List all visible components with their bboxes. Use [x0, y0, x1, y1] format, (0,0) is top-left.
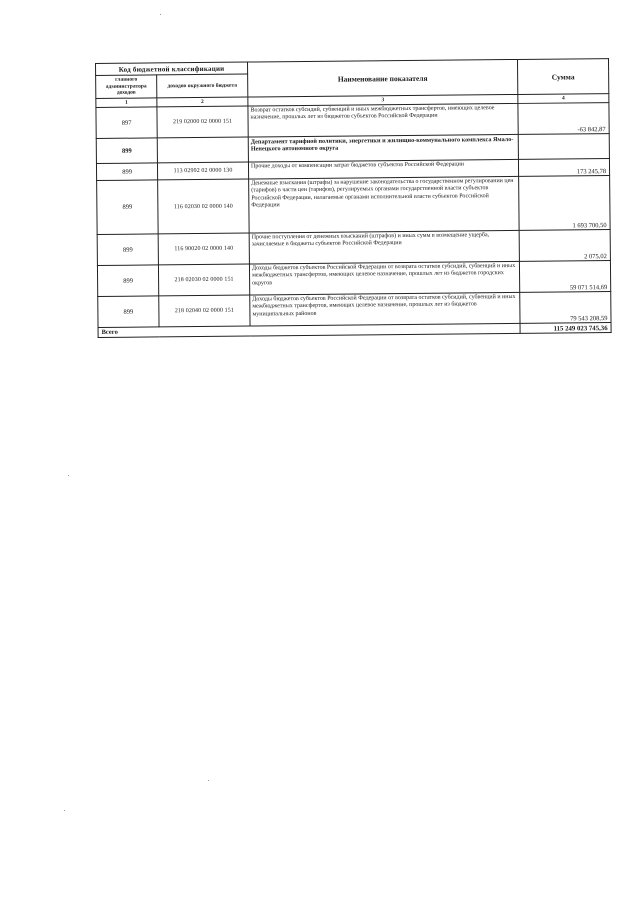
indicator-name-cell: Возврат остатков субсидий, субвенций и иных межбюджетных трансфертов, имеющих целевое назначение, прошлых лет из бюджетов субъектов Российской Федерации: [248, 103, 518, 137]
total-label: Всего: [98, 323, 520, 337]
income-code-cell: [157, 137, 248, 163]
department-name-cell: Департамент тарифной политики, энергетики и жилищно-коммунального комплекса Ямало-Ненецкого автономного округа: [248, 134, 518, 162]
header-income-code: доходов окружного бюджета: [157, 74, 248, 98]
admin-code-cell: 899: [96, 163, 157, 181]
income-code-cell: 113 02992 02 0000 130: [157, 162, 248, 180]
indicator-name-cell: Прочие доходы от компенсации затрат бюджетов субъектов Российской Федерации: [248, 159, 518, 179]
header-sum: Сумма: [518, 59, 609, 95]
sum-cell: 59 071 514,69: [519, 261, 610, 293]
scan-speck: [68, 475, 69, 476]
admin-code-cell: 899: [97, 234, 158, 266]
admin-code-cell: 899: [96, 138, 157, 164]
income-code-cell: 116 90020 02 0000 140: [158, 233, 249, 265]
table-row: [96, 103, 609, 139]
header-col-number: 1: [96, 98, 157, 108]
admin-code-cell: 899: [97, 180, 159, 235]
indicator-name-cell: Денежные взыскания (штрафы) за нарушение законодательства о государственном регулировании цен (тарифов) в части цен (тарифов), регулируемых органами государственной власти субъектов Российской Федерации, налагаемые органами исполнительной власти субъектов Российской Федерации: [249, 176, 520, 233]
header-indicator-name: Наименование показателя: [248, 59, 518, 97]
table-row: [97, 261, 610, 297]
header-col-number: 4: [518, 94, 609, 104]
indicator-name-cell: Прочие поступления от денежных взысканий (штрафов) и иных сумм в возмещение ущерба, зачисляемые в бюджеты субъектов Российской Федерации: [249, 230, 519, 264]
admin-code-cell: 899: [98, 296, 159, 328]
sum-cell: [518, 134, 609, 160]
scan-speck: [208, 780, 209, 781]
indicator-name-cell: Доходы бюджетов субъектов Российской Федерации от возврата остатков субсидий, субвенций и иных межбюджетных трансфертов, имеющих целевое назначение, прошлых лет из бюджетов городских округов: [249, 261, 519, 295]
header-admin-code: главного администратора доходов: [96, 75, 157, 99]
table-row: [98, 292, 611, 328]
admin-code-cell: 897: [96, 107, 157, 139]
table-row: [97, 230, 610, 266]
income-code-cell: 218 02030 02 0000 151: [158, 264, 249, 296]
table-row: [97, 176, 611, 235]
total-sum-cell: 115 249 023 745,36: [520, 323, 611, 334]
income-code-cell: 116 02030 02 0000 140: [158, 179, 250, 234]
income-code-cell: 219 02000 02 0000 151: [157, 106, 248, 138]
header-classification-group: Код бюджетной классификации: [96, 62, 248, 75]
scan-speck: [160, 14, 161, 15]
header-col-number: 3: [248, 94, 518, 106]
admin-code-cell: 899: [97, 265, 158, 297]
budget-income-table: [95, 58, 612, 338]
header-col-number: 2: [157, 97, 248, 107]
sum-cell: -63 842,87: [518, 103, 609, 135]
scan-speck: [64, 810, 65, 811]
sum-cell: 173 245,78: [518, 159, 609, 177]
income-code-cell: 218 02040 02 0000 151: [159, 295, 250, 327]
indicator-name-cell: Доходы бюджетов субъектов Российской Федерации от возврата остатков субсидий, субвенций и иных межбюджетных трансфертов, имеющих целевое назначение, прошлых лет из бюджетов муниципальных районов: [250, 292, 520, 326]
sum-cell: 1 693 700,50: [519, 176, 611, 231]
sum-cell: 79 543 208,59: [520, 292, 611, 324]
sum-cell: 2 075,02: [519, 230, 610, 262]
